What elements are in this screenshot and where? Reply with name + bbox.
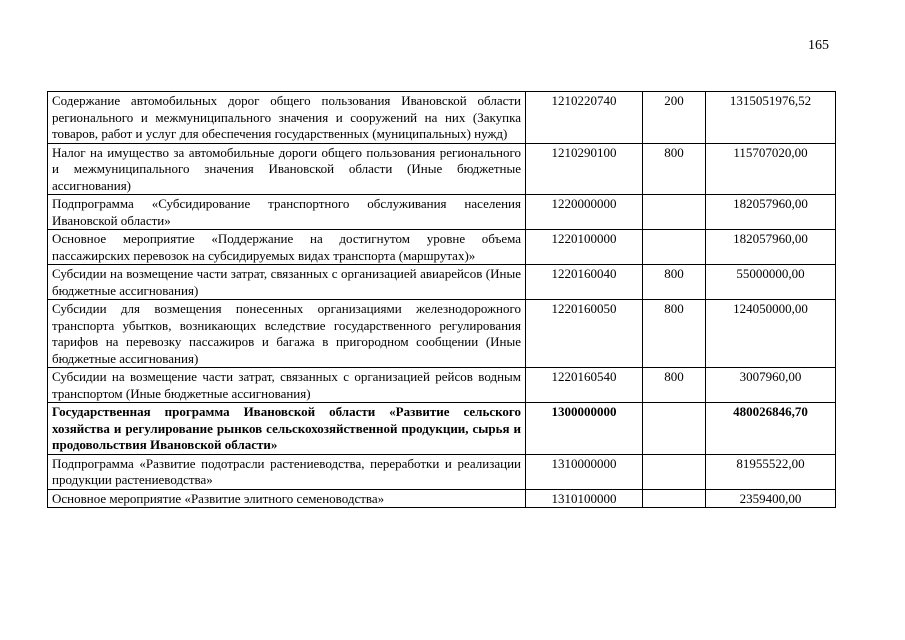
row-code: 1220160050: [526, 300, 643, 368]
row-name: Субсидии для возмещения понесенных организациями железнодорожного транспорта убытков, возникающих вследствие государственного регулирования тарифов на перевозку пассажиров и багажа в пригородном сообщении (Иные бюджетные ассигнования): [48, 300, 526, 368]
row-type: [643, 230, 706, 265]
row-type: 800: [643, 368, 706, 403]
row-type: [643, 489, 706, 508]
table-row: [48, 92, 836, 144]
row-amount: 3007960,00: [706, 368, 836, 403]
row-name: Содержание автомобильных дорог общего пользования Ивановской области регионального и межмуниципального значения и сооружений на них (Закупка товаров, работ и услуг для обеспечения государственных (муниципальных) нужд): [48, 92, 526, 144]
row-name: Подпрограмма «Субсидирование транспортного обслуживания населения Ивановской области»: [48, 195, 526, 230]
row-amount: 55000000,00: [706, 265, 836, 300]
row-code: 1310100000: [526, 489, 643, 508]
row-type: 800: [643, 143, 706, 195]
row-type: [643, 454, 706, 489]
row-type: [643, 403, 706, 455]
row-name: Налог на имущество за автомобильные дороги общего пользования регионального и межмуниципального значения Ивановской области (Иные бюджетные ассигнования): [48, 143, 526, 195]
row-code: 1220160040: [526, 265, 643, 300]
table-row: [48, 489, 836, 508]
row-name: Государственная программа Ивановской области «Развитие сельского хозяйства и регулирование рынков сельскохозяйственной продукции, сырья и продовольствия Ивановской области»: [48, 403, 526, 455]
row-code: 1300000000: [526, 403, 643, 455]
row-name: Основное мероприятие «Развитие элитного семеноводства»: [48, 489, 526, 508]
row-amount: 115707020,00: [706, 143, 836, 195]
row-code: 1310000000: [526, 454, 643, 489]
row-amount: 480026846,70: [706, 403, 836, 455]
row-name: Подпрограмма «Развитие подотрасли растениеводства, переработки и реализации продукции растениеводства»: [48, 454, 526, 489]
table-row-program: [48, 403, 836, 455]
row-name: Субсидии на возмещение части затрат, связанных с организацией авиарейсов (Иные бюджетные ассигнования): [48, 265, 526, 300]
row-code: 1220160540: [526, 368, 643, 403]
row-name: Основное мероприятие «Поддержание на достигнутом уровне объема пассажирских перевозок на субсидируемых видах транспорта (маршрутах)»: [48, 230, 526, 265]
row-amount: 81955522,00: [706, 454, 836, 489]
row-amount: 182057960,00: [706, 230, 836, 265]
row-type: 800: [643, 265, 706, 300]
table-row: [48, 368, 836, 403]
row-type: 800: [643, 300, 706, 368]
table-row: [48, 143, 836, 195]
row-type: [643, 195, 706, 230]
table-row: [48, 454, 836, 489]
budget-table: [47, 91, 836, 508]
row-amount: 2359400,00: [706, 489, 836, 508]
table-row: [48, 265, 836, 300]
row-name: Субсидии на возмещение части затрат, связанных с организацией рейсов водным транспортом (Иные бюджетные ассигнования): [48, 368, 526, 403]
row-amount: 1315051976,52: [706, 92, 836, 144]
row-code: 1220000000: [526, 195, 643, 230]
row-type: 200: [643, 92, 706, 144]
row-amount: 182057960,00: [706, 195, 836, 230]
table-row: [48, 195, 836, 230]
row-code: 1210220740: [526, 92, 643, 144]
table-row: [48, 230, 836, 265]
page-number: 165: [808, 38, 829, 53]
row-code: 1220100000: [526, 230, 643, 265]
row-code: 1210290100: [526, 143, 643, 195]
row-amount: 124050000,00: [706, 300, 836, 368]
table-row: [48, 300, 836, 368]
